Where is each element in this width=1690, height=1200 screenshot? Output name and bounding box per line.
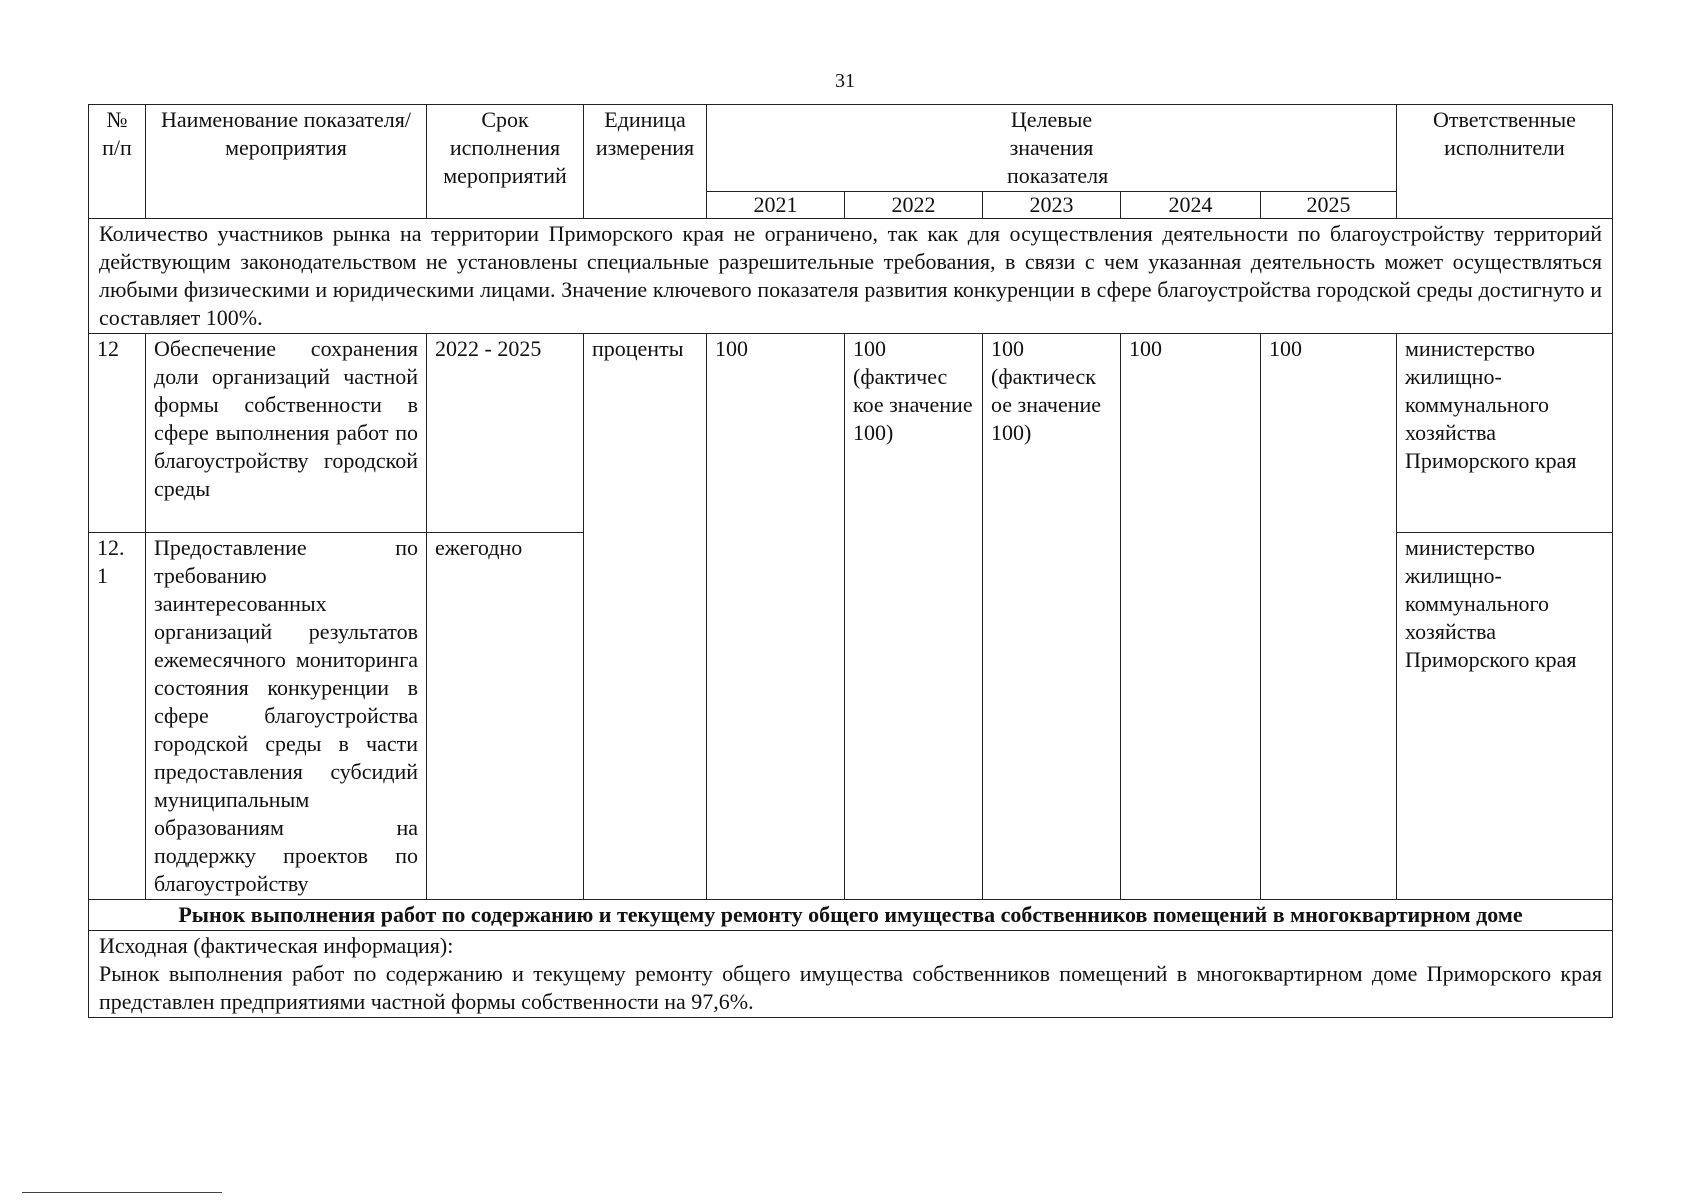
section-text	[89, 931, 1613, 1018]
row-unit: проценты	[584, 334, 707, 900]
header-unit: Единица измерения	[584, 105, 707, 219]
header-responsible: Ответственные исполнители	[1397, 105, 1613, 219]
row-value-2022: 100 (фактичес кое значение 100)	[845, 334, 983, 900]
row-term: 2022 - 2025	[427, 334, 584, 533]
row-value-2021: 100	[707, 334, 845, 900]
header-year: 2024	[1121, 192, 1261, 219]
table-row	[89, 334, 1613, 533]
row-num: 12	[89, 334, 146, 533]
section-text-line: Рынок выполнения работ по содержанию и текущему ремонту общего имущества собственников помещений в многоквартирном доме Приморского края представлен предприятиями частной формы собственности на 97,6%.	[99, 961, 1602, 1014]
footer-divider	[22, 1192, 222, 1193]
row-responsible: министерство жилищно-коммунального хозяйства Приморского края	[1397, 334, 1613, 533]
row-value-2024: 100	[1121, 334, 1261, 900]
header-year: 2022	[845, 192, 983, 219]
row-value-2023: 100 (фактическ ое значение 100)	[983, 334, 1121, 900]
header-term: Срок исполнения мероприятий	[427, 105, 584, 219]
section-title: Рынок выполнения работ по содержанию и текущему ремонту общего имущества собственников помещений в многоквартирном доме	[89, 900, 1613, 931]
header-year: 2021	[707, 192, 845, 219]
indicators-table	[88, 104, 1613, 1018]
row-num: 12. 1	[89, 533, 146, 900]
page-number: 31	[835, 70, 855, 92]
row-name: Обеспечение сохранения доли организаций частной формы собственности в сфере выполнения работ по благоустройству городской среды	[146, 334, 427, 533]
section-title-row	[89, 900, 1613, 931]
section-text-line: Исходная (фактическая информация):	[99, 933, 454, 958]
row-term: ежегодно	[427, 533, 584, 900]
header-num: № п/п	[89, 105, 146, 219]
header-year: 2025	[1261, 192, 1397, 219]
header-name: Наименование показателя/мероприятия	[146, 105, 427, 219]
header-year: 2023	[983, 192, 1121, 219]
section-text-row	[89, 931, 1613, 1018]
row-value-2025: 100	[1261, 334, 1397, 900]
row-responsible: министерство жилищно-коммунального хозяйства Приморского края	[1397, 533, 1613, 900]
header-targets: Целевые значения показателя	[707, 105, 1397, 192]
header-row	[89, 105, 1613, 192]
row-name: Предоставление по требованию заинтересованных организаций результатов ежемесячного мониторинга состояния конкуренции в сфере благоустройства городской среды в части предоставления субсидий муниципальным образованиям на поддержку проектов по благоустройству	[146, 533, 427, 900]
intro-row	[89, 219, 1613, 334]
intro-paragraph: Количество участников рынка на территории Приморского края не ограничено, так как для осуществления деятельности по благоустройству территорий действующим законодательством не установлены специальные разрешительные требования, в связи с чем указанная деятельность может осуществляться любыми физическими и юридическими лицами. Значение ключевого показателя развития конкуренции в сфере благоустройства городской среды достигнуто и составляет 100%.	[89, 219, 1613, 334]
